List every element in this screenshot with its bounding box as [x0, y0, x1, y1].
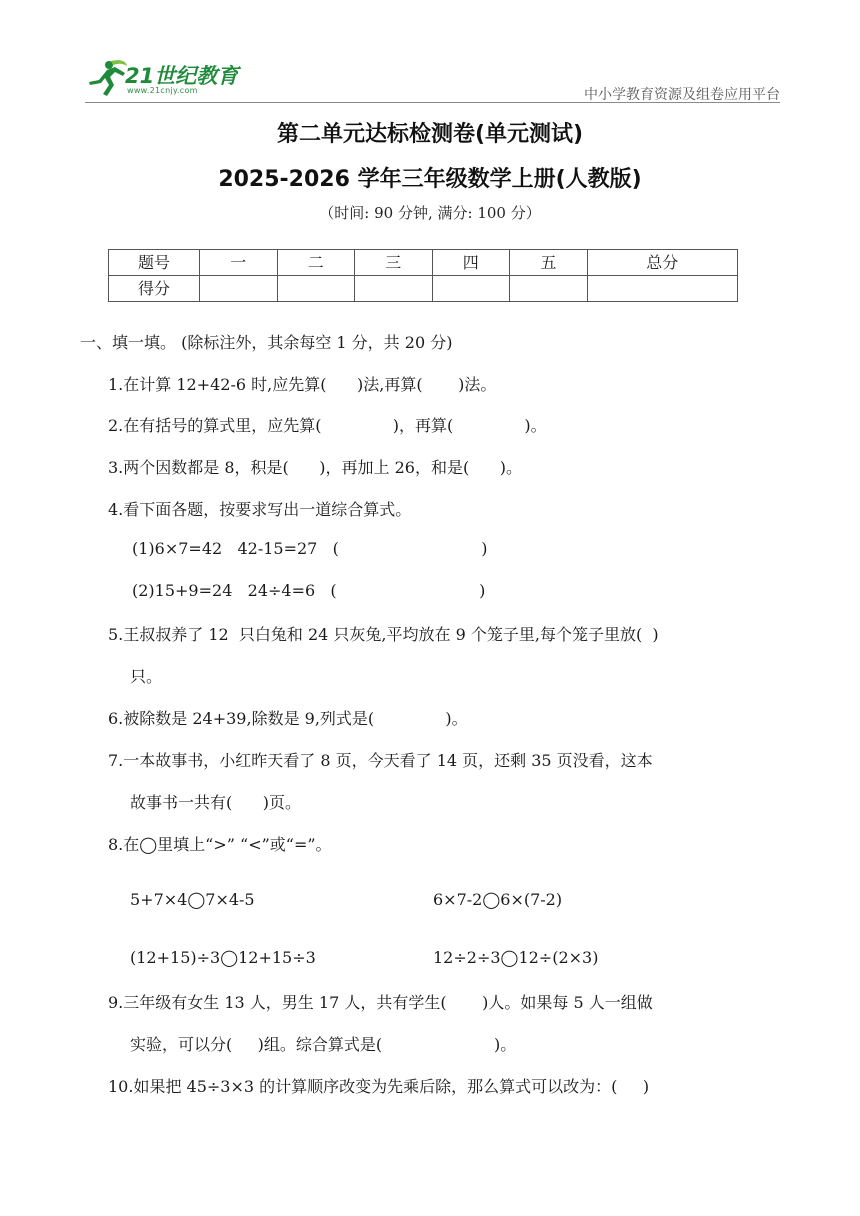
logo-url: www.21cnjy.com	[127, 86, 198, 95]
question-7-continued: 故事书一共有( )页。	[130, 793, 302, 812]
score-table-cell: 二	[277, 250, 355, 276]
score-input-cell[interactable]	[510, 276, 588, 302]
question-8-b: 6×7-2◯6×(7-2)	[433, 890, 563, 909]
question-8: 8.在◯里填上“>” “<”或“=”。	[108, 835, 332, 854]
score-input-cell[interactable]	[355, 276, 433, 302]
question-5-continued: 只。	[130, 667, 163, 686]
logo-text: 21世纪教育	[125, 64, 239, 88]
score-table-cell: 三	[355, 250, 433, 276]
question-1: 1.在计算 12+42-6 时,应先算( )法,再算( )法。	[108, 375, 497, 394]
question-6: 6.被除数是 24+39,除数是 9,列式是( )。	[108, 709, 468, 728]
question-8-a: 5+7×4◯7×4-5	[130, 890, 255, 909]
exam-title: 第二单元达标检测卷(单元测试)	[276, 122, 584, 147]
score-input-cell[interactable]	[277, 276, 355, 302]
question-9: 9.三年级有女生 13 人，男生 17 人，共有学生( )人。如果每 5 人一组做	[108, 993, 653, 1012]
score-table-cell: 总分	[587, 250, 737, 276]
question-3: 3.两个因数都是 8，积是( )，再加上 26，和是( )。	[108, 458, 522, 477]
exam-time-score: （时间: 90 分钟, 满分: 100 分）	[319, 204, 541, 222]
score-table-header-row	[109, 250, 738, 276]
score-table-cell: 五	[510, 250, 588, 276]
score-table-cell: 一	[200, 250, 278, 276]
score-table-cell: 四	[432, 250, 510, 276]
page-header	[85, 58, 780, 104]
logo	[85, 58, 245, 100]
platform-name: 中小学教育资源及组卷应用平台	[584, 87, 780, 103]
exam-subtitle-title: 2025-2026 学年三年级数学上册(人教版)	[218, 167, 642, 192]
question-4: 4.看下面各题，按要求写出一道综合算式。	[108, 500, 412, 519]
question-8-d: 12÷2÷3◯12÷(2×3)	[433, 948, 599, 967]
score-input-cell[interactable]	[587, 276, 737, 302]
header-divider	[85, 102, 780, 103]
question-9-continued: 实验，可以分( )组。综合算式是( )。	[130, 1035, 517, 1054]
score-table	[108, 249, 738, 302]
question-10: 10.如果把 45÷3×3 的计算顺序改变为先乘后除，那么算式可以改为：( )	[108, 1077, 650, 1096]
question-7: 7.一本故事书，小红昨天看了 8 页，今天看了 14 页，还剩 35 页没看，这本	[108, 751, 653, 770]
question-8-c: (12+15)÷3◯12+15÷3	[130, 948, 316, 967]
runner-icon	[85, 58, 129, 98]
score-input-cell[interactable]	[432, 276, 510, 302]
score-table-score-row	[109, 276, 738, 302]
score-input-cell[interactable]	[200, 276, 278, 302]
question-4-part-1: (1)6×7=42 42-15=27 ( )	[132, 539, 488, 558]
question-5: 5.王叔叔养了 12 只白兔和 24 只灰兔,平均放在 9 个笼子里,每个笼子里放( )	[108, 625, 659, 644]
question-2: 2.在有括号的算式里，应先算( )，再算( )。	[108, 416, 547, 435]
question-4-part-2: (2)15+9=24 24÷4=6 ( )	[132, 581, 486, 600]
section-heading: 一、填一填。 (除标注外，其余每空 1 分，共 20 分)	[80, 333, 453, 352]
score-table-cell: 题号	[109, 250, 200, 276]
score-row-label: 得分	[109, 276, 200, 302]
